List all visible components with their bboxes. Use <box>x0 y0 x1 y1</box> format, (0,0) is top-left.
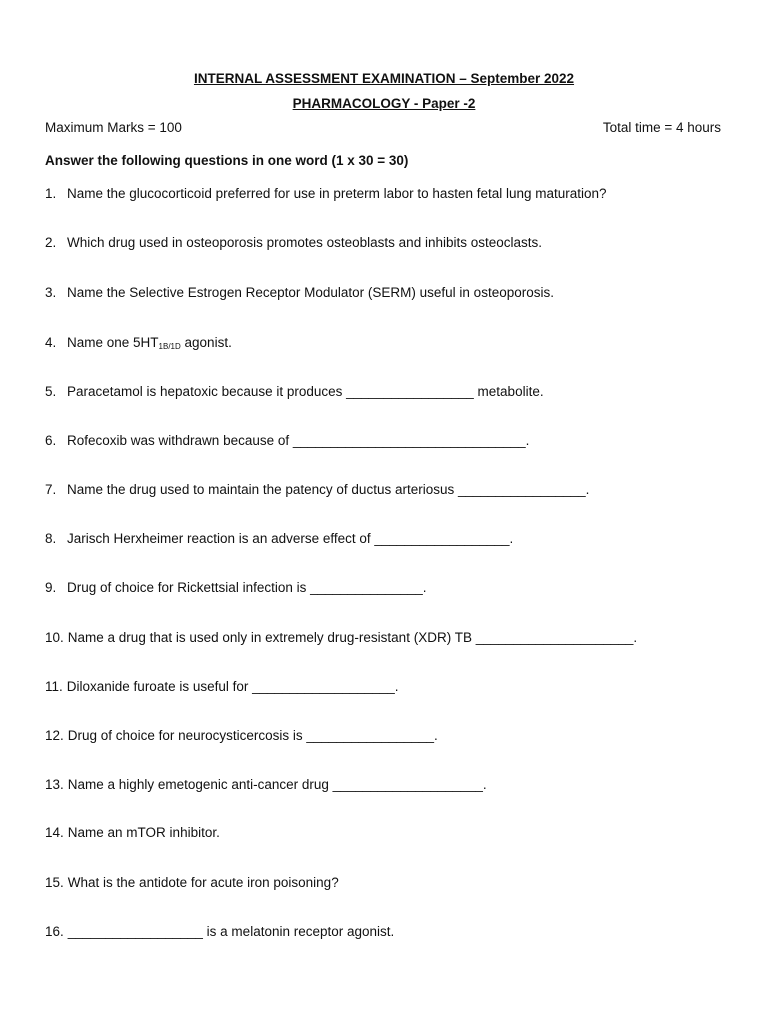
question-text: Diloxanide furoate is useful for ___________________. <box>66 679 399 694</box>
question-item <box>45 335 735 351</box>
question-item <box>45 580 735 595</box>
question-number: 11. <box>45 679 63 694</box>
question-text: Which drug used in osteoporosis promotes osteoblasts and inhibits osteoclasts. <box>67 235 543 250</box>
question-item <box>45 186 735 201</box>
question-number: 9. <box>45 580 57 595</box>
question-text: What is the antidote for acute iron poisoning? <box>67 875 339 890</box>
question-item <box>45 777 735 792</box>
question-item <box>45 728 735 743</box>
question-text: Name a highly emetogenic anti-cancer drug ____________________. <box>67 777 487 792</box>
question-number: 5. <box>45 384 57 399</box>
question-text: Name the Selective Estrogen Receptor Modulator (SERM) useful in osteoporosis. <box>67 285 554 300</box>
question-item <box>45 531 735 546</box>
question-number: 15. <box>45 875 64 890</box>
question-text: Drug of choice for neurocysticercosis is _________________. <box>67 728 438 743</box>
question-text: Rofecoxib was withdrawn because of _______________________________. <box>67 433 530 448</box>
question-number: 4. <box>45 335 57 350</box>
instructions: Answer the following questions in one word (1 x 30 = 30) <box>45 153 409 168</box>
question-number: 16. <box>45 924 64 939</box>
exam-title: INTERNAL ASSESSMENT EXAMINATION – September 2022 <box>193 71 575 86</box>
question-item <box>45 875 735 890</box>
question-item <box>45 825 735 840</box>
question-number: 3. <box>45 285 57 300</box>
question-number: 6. <box>45 433 57 448</box>
question-item <box>45 679 735 694</box>
question-item <box>45 924 735 939</box>
question-item <box>45 630 735 645</box>
question-text: Name the glucocorticoid preferred for use in preterm labor to hasten fetal lung maturation? <box>67 186 607 201</box>
question-number: 8. <box>45 531 57 546</box>
question-number: 1. <box>45 186 57 201</box>
question-number: 7. <box>45 482 57 497</box>
exam-subtitle: PHARMACOLOGY - Paper -2 <box>292 96 476 111</box>
question-item <box>45 235 735 250</box>
max-marks: Maximum Marks = 100 <box>45 120 182 135</box>
question-item <box>45 433 735 448</box>
question-text: Name one 5HT <box>67 335 159 350</box>
exam-meta-row <box>45 120 721 135</box>
question-text: __________________ is a melatonin receptor agonist. <box>67 924 395 939</box>
question-number: 13. <box>45 777 64 792</box>
question-number: 10. <box>45 630 64 645</box>
question-text-after: agonist. <box>180 335 232 350</box>
question-text: Name an mTOR inhibitor. <box>67 825 220 840</box>
question-text: Jarisch Herxheimer reaction is an adverse effect of __________________. <box>67 531 514 546</box>
question-subscript: 1B/1D <box>158 342 181 351</box>
question-text: Paracetamol is hepatoxic because it produces _________________ metabolite. <box>67 384 544 399</box>
question-text: Name the drug used to maintain the patency of ductus arteriosus _________________. <box>67 482 590 497</box>
question-item <box>45 285 735 300</box>
question-text: Name a drug that is used only in extremely drug-resistant (XDR) TB _____________________. <box>67 630 638 645</box>
question-number: 12. <box>45 728 64 743</box>
question-item <box>45 482 735 497</box>
question-item <box>45 384 735 399</box>
total-time: Total time = 4 hours <box>602 120 721 135</box>
question-text: Drug of choice for Rickettsial infection is _______________. <box>67 580 427 595</box>
question-number: 2. <box>45 235 57 250</box>
question-number: 14. <box>45 825 64 840</box>
